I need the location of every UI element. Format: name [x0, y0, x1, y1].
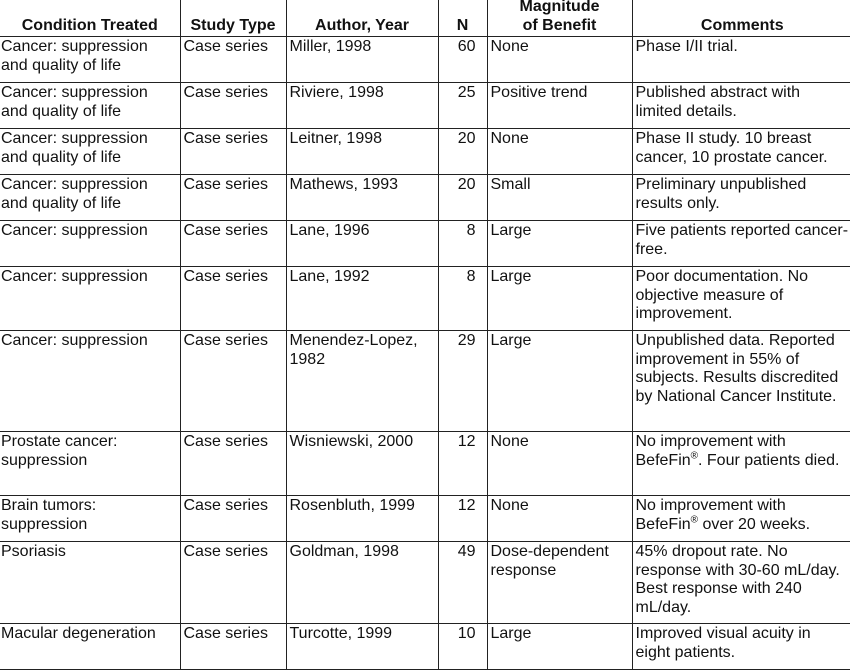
cell-author: Wisniewski, 2000: [286, 432, 438, 496]
cell-comments: Preliminary unpublished results only.: [632, 175, 850, 221]
cell-author: Menendez-Lopez, 1982: [286, 331, 438, 432]
cell-comments: Phase I/II trial.: [632, 37, 850, 83]
cell-magnitude: None: [487, 129, 632, 175]
cell-condition: Cancer: suppression: [0, 221, 180, 267]
cell-condition: Brain tumors: suppression: [0, 496, 180, 542]
cell-study-type: Case series: [180, 624, 286, 670]
cell-comments: Published abstract with limited details.: [632, 83, 850, 129]
header-magnitude-line2: of Benefit: [522, 16, 597, 34]
cell-magnitude: None: [487, 496, 632, 542]
table-row: [0, 624, 850, 670]
cell-author: Rosenbluth, 1999: [286, 496, 438, 542]
cell-n: 8: [438, 221, 487, 267]
table-row: [0, 432, 850, 496]
cell-author: Turcotte, 1999: [286, 624, 438, 670]
comments-text: No improvement with BefeFin: [635, 497, 786, 533]
cell-comments: [632, 432, 850, 496]
cell-comments: Five patients reported cancer-free.: [632, 221, 850, 267]
cell-magnitude: Small: [487, 175, 632, 221]
cell-condition: Prostate cancer: suppression: [0, 432, 180, 496]
cell-n: 20: [438, 175, 487, 221]
cell-magnitude: Large: [487, 331, 632, 432]
cell-author: Goldman, 1998: [286, 542, 438, 624]
cell-n: 12: [438, 496, 487, 542]
cell-magnitude: Dose-dependent response: [487, 542, 632, 624]
cell-author: Lane, 1996: [286, 221, 438, 267]
registered-mark: ®: [690, 514, 699, 526]
table-row: [0, 267, 850, 331]
header-author: Author, Year: [286, 0, 438, 37]
table-row: [0, 129, 850, 175]
cell-comments: Poor documentation. No objective measure of improvement.: [632, 267, 850, 331]
cell-author: Mathews, 1993: [286, 175, 438, 221]
table-row: [0, 496, 850, 542]
header-magnitude: [487, 0, 632, 37]
cell-study-type: Case series: [180, 432, 286, 496]
cell-magnitude: Large: [487, 624, 632, 670]
cell-n: 60: [438, 37, 487, 83]
cell-author: Riviere, 1998: [286, 83, 438, 129]
cell-n: 29: [438, 331, 487, 432]
cell-n: 10: [438, 624, 487, 670]
cell-study-type: Case series: [180, 37, 286, 83]
cell-n: 25: [438, 83, 487, 129]
cell-n: 8: [438, 267, 487, 331]
table-row: [0, 542, 850, 624]
table-row: [0, 37, 850, 83]
cell-study-type: Case series: [180, 331, 286, 432]
cell-condition: Macular degeneration: [0, 624, 180, 670]
cell-n: 49: [438, 542, 487, 624]
comments-text: No improvement with BefeFin: [635, 433, 786, 469]
cell-condition: Cancer: suppression and quality of life: [0, 129, 180, 175]
comments-text: over 20 weeks.: [698, 515, 811, 533]
cell-n: 20: [438, 129, 487, 175]
cell-condition: Cancer: suppression: [0, 267, 180, 331]
header-condition: Condition Treated: [0, 0, 180, 37]
cell-comments: 45% dropout rate. No response with 30-60 mL/day. Best response with 240 mL/day.: [632, 542, 850, 624]
header-n: N: [438, 0, 487, 37]
cell-author: Leitner, 1998: [286, 129, 438, 175]
cell-condition: Cancer: suppression and quality of life: [0, 83, 180, 129]
table-row: [0, 221, 850, 267]
cell-study-type: Case series: [180, 83, 286, 129]
cell-magnitude: Positive trend: [487, 83, 632, 129]
cell-author: Lane, 1992: [286, 267, 438, 331]
cell-study-type: Case series: [180, 496, 286, 542]
table-row: [0, 83, 850, 129]
cell-study-type: Case series: [180, 175, 286, 221]
cell-magnitude: None: [487, 432, 632, 496]
table-row: [0, 175, 850, 221]
cell-comments: Phase II study. 10 breast cancer, 10 prostate cancer.: [632, 129, 850, 175]
comments-text: . Four patients died.: [698, 451, 840, 469]
header-study-type: Study Type: [180, 0, 286, 37]
cell-condition: Cancer: suppression and quality of life: [0, 175, 180, 221]
cell-study-type: Case series: [180, 221, 286, 267]
cell-study-type: Case series: [180, 542, 286, 624]
cell-comments: Improved visual acuity in eight patients.: [632, 624, 850, 670]
cell-condition: Cancer: suppression and quality of life: [0, 37, 180, 83]
table-header-row: [0, 0, 850, 37]
header-comments: Comments: [632, 0, 850, 37]
cell-condition: Cancer: suppression: [0, 331, 180, 432]
cell-magnitude: Large: [487, 221, 632, 267]
cell-comments: Unpublished data. Reported improvement in 55% of subjects. Results discredited by National Cancer Institute.: [632, 331, 850, 432]
header-magnitude-line1: Magnitude: [519, 0, 600, 15]
table-row: [0, 331, 850, 432]
cell-comments: [632, 496, 850, 542]
registered-mark: ®: [690, 450, 699, 462]
cell-study-type: Case series: [180, 267, 286, 331]
cell-condition: Psoriasis: [0, 542, 180, 624]
cell-magnitude: Large: [487, 267, 632, 331]
cell-study-type: Case series: [180, 129, 286, 175]
cell-n: 12: [438, 432, 487, 496]
cell-magnitude: None: [487, 37, 632, 83]
cell-author: Miller, 1998: [286, 37, 438, 83]
